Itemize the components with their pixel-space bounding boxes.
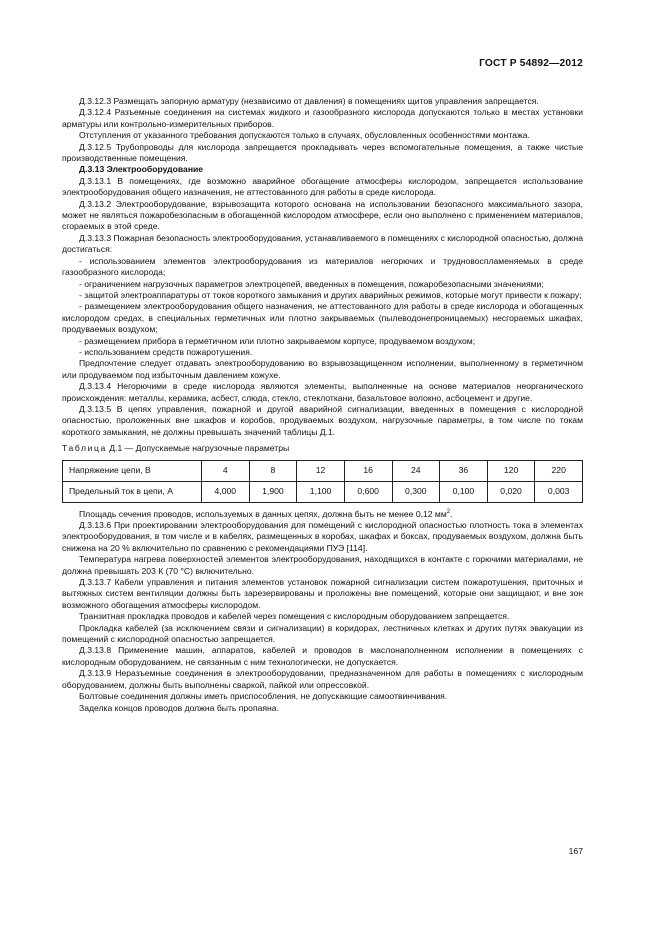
list-item: - размещением электрооборудования общего назначения, не аттестованного для работы в среде кислорода и обогащенных кислородом средах, в специальных герметичных или плотно закрываемых (пылеводонепроницаемых) несгораемых шкафах, продуваемых воздухом; [62, 301, 583, 335]
paragraph: Д.3.13.8 Применение машин, аппаратов, кабелей и проводов в маслонаполненном исполнении в помещениях с кислородным оборудованием, не связанным с ним технологически, не допускается. [62, 645, 583, 667]
table-caption [62, 443, 583, 454]
body-text [62, 96, 583, 714]
paragraph: Прокладка кабелей (за исключением связи и сигнализации) в коридорах, лестничных клетках и других путях эвакуации из помещений с кислородной опасностью запрещается. [62, 622, 583, 645]
paragraph: Д.3.13.2 Электрооборудование, взрывозащита которого основана на использовании безопасного максимального зазора, может не являться пожаробезопасным в обогащенной кислородом атмосфере, если оно выполнено с применением материалов, сгораемых в этой среде. [62, 198, 583, 232]
paragraph: Температура нагрева поверхностей элементов электрооборудования, находящихся в контакте с горючими материалами, не должна превышать 203 К (70 °С) включительно. [62, 554, 583, 576]
list-item: - использованием средств пожаротушения. [79, 346, 253, 357]
table-row-label: Напряжение цепи, В [63, 460, 202, 481]
table-cell: 0,100 [440, 481, 488, 502]
paragraph: Болтовые соединения должны иметь приспособления, не допускающие самоотвинчивания. [79, 691, 448, 702]
paragraph: Д.3.13.9 Неразъемные соединения в электрооборудовании, предназначенном для работы в помещениях с кислородным оборудованием, должны быть выполнены сваркой, пайкой или опрессовкой. [62, 668, 583, 690]
paragraph: Д.3.13.5 В цепях управления, пожарной и другой аварийной сигнализации, введенных в помещения с кислородной опасностью, проложенных вне шкафов и коробов, продуваемых воздухом, нагрузочные параметры, в том числе по токам короткого замыкания, не должны превышать значений таблицы Д.1. [62, 403, 583, 437]
table-cell: 1,900 [249, 481, 297, 502]
table-cell: 0,600 [344, 481, 392, 502]
table-cell: 24 [392, 460, 440, 481]
paragraph: Д.3.13.7 Кабели управления и питания элементов установок пожарной сигнализации систем пожаротушения, приточных и вытяжных систем вентиляции должны быть зарезервированы и проложены вне помещений, которые они защищают, и вне зон возможного обогащения атмосферы кислородом. [62, 577, 583, 610]
list-item: - защитой электроаппаратуры от токов короткого замыкания и других аварийных режимов, которые могут привести к пожару; [79, 289, 582, 300]
table-cell: 0,003 [535, 481, 583, 502]
paragraph: Д.3.12.5 Трубопроводы для кислорода запрещается прокладывать через вспомогательные помещения, а также чистые производственные помещения. [62, 141, 583, 164]
page-number: 167 [568, 846, 583, 856]
load-parameters-table [62, 460, 583, 503]
table-row [63, 481, 583, 502]
paragraph: Заделка концов проводов должна быть пропаяна. [79, 702, 279, 713]
table-cell: 220 [535, 460, 583, 481]
paragraph: Д.3.13.4 Негорючими в среде кислорода являются элементы, выполненные на основе материалов неорганического происхождения: металлы, керамика, асбест, слюда, стекло, стеклоткани, базальтовое волокно, асбоцемент и другие. [62, 381, 583, 403]
table-cell: 0,300 [392, 481, 440, 502]
table-cell: 120 [487, 460, 535, 481]
area-note-end: . [450, 508, 453, 519]
superscript: 2 [446, 508, 451, 515]
section-heading: Д.3.13 Электрооборудование [79, 164, 204, 175]
table-cell: 0,020 [487, 481, 535, 502]
list-item: - размещением прибора в герметичном или плотно закрываемом корпусе, продуваемом воздухом; [79, 335, 476, 346]
table-row [63, 460, 583, 481]
paragraph: Д.3.12.4 Разъемные соединения на системах жидкого и газообразного кислорода допускаются только в местах установки арматуры или контрольно-измерительных приборов. [62, 107, 583, 129]
table-caption-text: Д.1 — Допускаемые нагрузочные параметры [109, 443, 290, 454]
paragraph: Д.3.12.3 Размещать запорную арматуру (независимо от давления) в помещениях щитов управления запрещается. [79, 96, 539, 106]
paragraph: Отступления от указанного требования допускаются только в случаях, обусловленных особенностями монтажа. [79, 130, 530, 141]
paragraph: Транзитная прокладка проводов и кабелей через помещения с кислородным оборудованием запрещается. [79, 611, 510, 622]
page-header: ГОСТ Р 54892—2012 [479, 58, 583, 69]
table-cell: 4 [202, 460, 250, 481]
area-note [62, 509, 583, 520]
table-cell: 12 [297, 460, 345, 481]
paragraph: Предпочтение следует отдавать электрооборудованию во взрывозащищенном исполнении, выполненному в герметичном или продуваемом под избыточным давлением кожухе. [62, 358, 583, 380]
list-item: - использованием элементов электрооборудования из материалов негорючих и трудновоспламеняемых в среде газообразного кислорода; [62, 255, 583, 278]
table-cell: 16 [344, 460, 392, 481]
table-cell: 36 [440, 460, 488, 481]
paragraph: Д.3.13.1 В помещениях, где возможно аварийное обогащение атмосферы кислородом, запрещается использование электрооборудования общего назначения, не аттестованного для работы в среде кислорода. [62, 175, 583, 198]
area-note-text: Площадь сечения проводов, используемых в данных цепях, должна быть не менее 0,12 мм [79, 508, 447, 519]
table-cell: 8 [249, 460, 297, 481]
list-item: - ограничением нагрузочных параметров электроцепей, введенных в помещения, пожаробезопасными значениями; [79, 278, 544, 289]
paragraph: Д.3.13.3 Пожарная безопасность электрооборудования, устанавливаемого в помещениях с кислородной опасностью, должна достигаться: [62, 232, 583, 255]
table-row-label: Предельный ток в цепи, А [63, 481, 202, 502]
table-cell: 1,100 [297, 481, 345, 502]
table-caption-word: Таблица [62, 443, 107, 454]
paragraph: Д.3.13.6 При проектировании электрооборудования для помещений с кислородной опасностью плотность тока в элементах электрооборудования, в том числе и в кабелях, размещенных в коробах, шкафах и боксах, продуваемых воздухом, должна быть снижена на 20 % включительно по сравнению с рекомендациями ПУЭ [114]. [62, 520, 583, 553]
table-cell: 4,000 [202, 481, 250, 502]
